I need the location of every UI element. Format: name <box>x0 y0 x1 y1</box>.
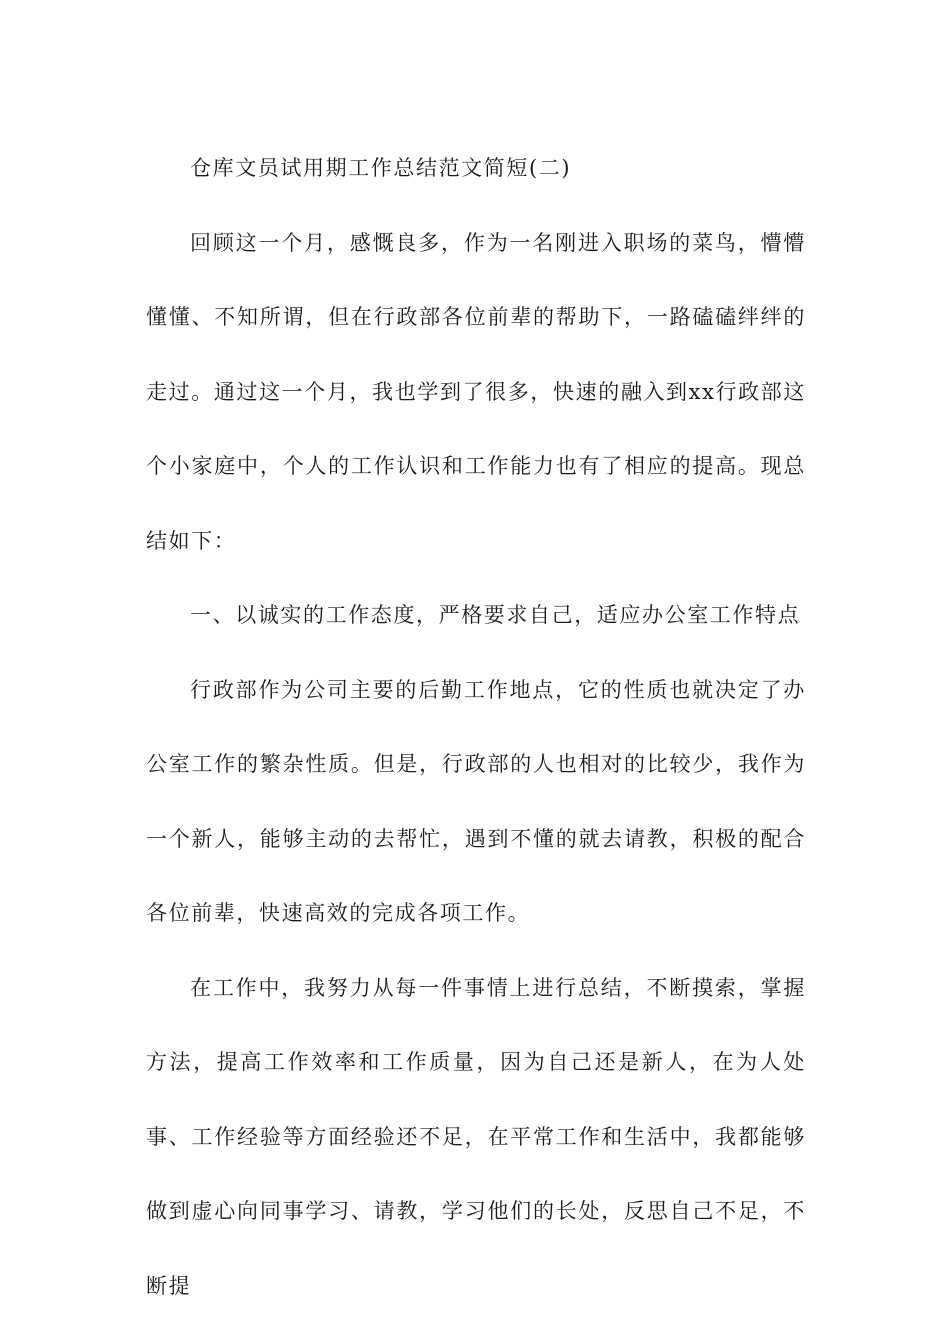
paragraph-admin-dept: 行政部作为公司主要的后勤工作地点，它的性质也就决定了办公室工作的繁杂性质。但是，行政部的人也相对的比较少，我作为一个新人，能够主动的去帮忙，遇到不懂的就去请教，积极的配合各位前辈，快速高效的完成各项工作。 <box>146 677 806 925</box>
paragraph-work-summary: 在工作中，我努力从每一件事情上进行总结，不断摸索，掌握方法，提高工作效率和工作质量，因为自己还是新人，在为人处事、工作经验等方面经验还不足，在平常工作和生活中，我都能够做到虚心向同事学习、请教，学习他们的长处，反思自己不足，不断提 <box>146 975 806 1298</box>
section-heading-1: 一、以诚实的工作态度，严格要求自己，适应办公室工作特点 <box>190 603 801 627</box>
document-title: 仓库文员试用期工作总结范文简短(二) <box>190 156 572 180</box>
paragraph-intro: 回顾这一个月，感慨良多，作为一名刚进入职场的菜鸟，懵懵懂懂、不知所谓，但在行政部各位前辈的帮助下，一路磕磕绊绊的走过。通过这一个月，我也学到了很多，快速的融入到xx行政部这个小家庭中，个人的工作认识和工作能力也有了相应的提高。现总结如下： <box>146 230 806 553</box>
document-body <box>146 131 806 1323</box>
